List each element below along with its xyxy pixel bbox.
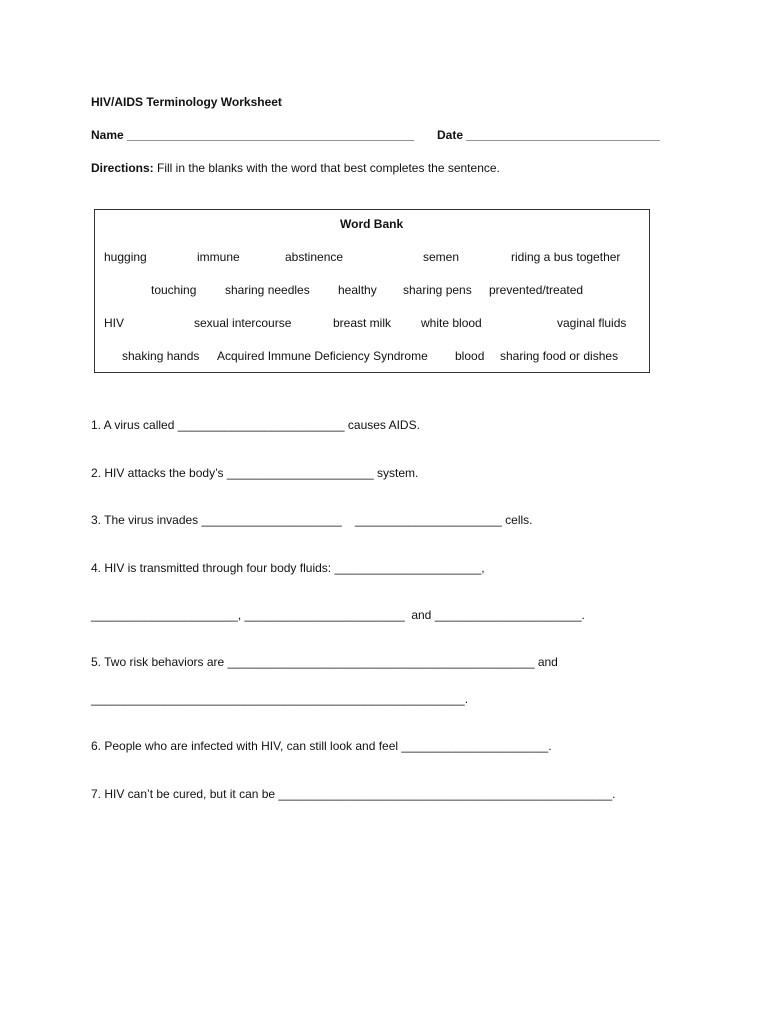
- question-5-continued[interactable]: ________________________________________________________.: [91, 692, 469, 706]
- question-2[interactable]: 2. HIV attacks the body’s ______________________ system.: [91, 466, 419, 480]
- word-bank-item: hugging: [104, 250, 147, 264]
- question-7[interactable]: 7. HIV can’t be cured, but it can be __________________________________________________.: [91, 787, 616, 801]
- word-bank-item: sharing needles: [225, 283, 310, 297]
- word-bank-item: shaking hands: [122, 349, 200, 363]
- question-5[interactable]: 5. Two risk behaviors are ______________________________________________ and: [91, 655, 558, 669]
- word-bank-item: sharing food or dishes: [500, 349, 619, 363]
- word-bank-item: riding a bus together: [511, 250, 621, 264]
- word-bank-item: vaginal fluids: [557, 316, 627, 330]
- directions: [91, 161, 500, 175]
- word-bank-item: immune: [197, 250, 240, 264]
- word-bank-item: abstinence: [285, 250, 344, 264]
- question-6[interactable]: 6. People who are infected with HIV, can still look and feel ______________________.: [91, 739, 552, 753]
- date-field[interactable]: Date _____________________________: [437, 128, 660, 142]
- word-bank-item: sexual intercourse: [194, 316, 292, 330]
- question-4-continued[interactable]: ______________________, ________________________ and ______________________.: [91, 608, 585, 622]
- question-4[interactable]: 4. HIV is transmitted through four body fluids: ______________________,: [91, 561, 485, 575]
- word-bank-item: prevented/treated: [489, 283, 584, 297]
- name-field[interactable]: Name ___________________________________________: [91, 128, 414, 142]
- word-bank-item: Acquired Immune Deficiency Syndrome: [217, 349, 428, 363]
- word-bank-item: breast milk: [333, 316, 392, 330]
- word-bank-heading: Word Bank: [340, 217, 404, 231]
- directions-label: Directions:: [91, 161, 154, 175]
- question-3[interactable]: 3. The virus invades _____________________ ______________________ cells.: [91, 513, 533, 527]
- word-bank-item: semen: [423, 250, 460, 264]
- word-bank-item: healthy: [338, 283, 377, 297]
- word-bank-item: blood: [455, 349, 485, 363]
- question-1[interactable]: 1. A virus called _________________________ causes AIDS.: [91, 418, 420, 432]
- word-bank-item: white blood: [421, 316, 482, 330]
- directions-text: Fill in the blanks with the word that best completes the sentence.: [153, 161, 500, 175]
- word-bank-item: HIV: [104, 316, 125, 330]
- worksheet-title: HIV/AIDS Terminology Worksheet: [91, 95, 282, 109]
- word-bank-item: sharing pens: [403, 283, 472, 297]
- word-bank-item: touching: [151, 283, 197, 297]
